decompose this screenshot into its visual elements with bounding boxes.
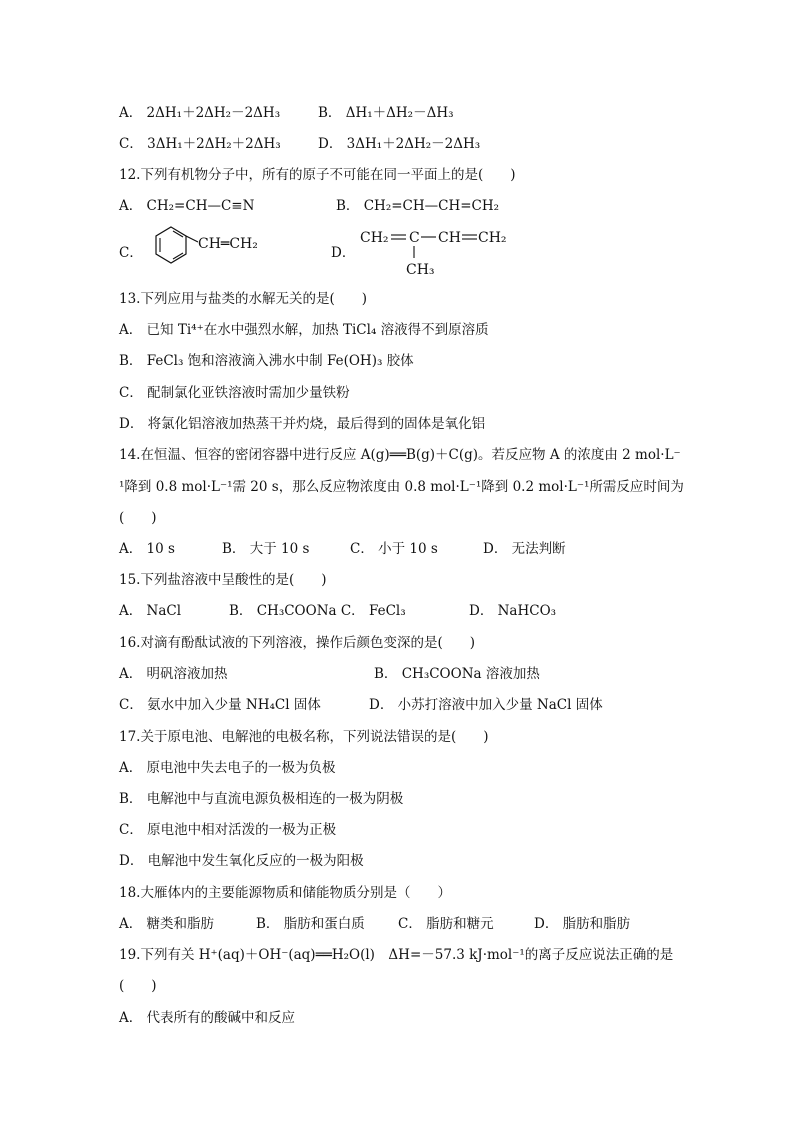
q13-option-d: D． 将氯化铝溶液加热蒸干并灼烧，最后得到的固体是氧化铝 (119, 416, 486, 432)
isoprene-ch2-left: CH₂ (360, 230, 389, 246)
q14-stem-line3: ( ) (119, 510, 157, 526)
q15-option-d: D． NaHCO₃ (469, 603, 557, 619)
q17-option-a: A． 原电池中失去电子的一极为负极 (119, 760, 336, 776)
isoprene-ch3: CH₃ (406, 262, 435, 278)
q16-stem: 16.对滴有酚酞试液的下列溶液，操作后颜色变深的是( ) (119, 635, 476, 651)
styrene-group-label: CH═CH₂ (198, 236, 258, 252)
q13-option-b: B． FeCl₃ 饱和溶液滴入沸水中制 Fe(OH)₃ 胶体 (119, 353, 414, 369)
q17-option-b: B． 电解池中与直流电源负极相连的一极为阴极 (119, 791, 404, 807)
q11-option-a: A． 2ΔH₁＋2ΔH₂－2ΔH₃ (119, 105, 281, 121)
q19-stem-line1: 19.下列有关 H⁺(aq)＋OH⁻(aq)══H₂O(l) ΔH=－57.3 kJ·mol⁻¹的离子反应说法正确的是 (119, 947, 674, 963)
isoprene-ch2-right: CH₂ (478, 230, 507, 246)
q18-option-a: A． 糖类和脂肪 (119, 916, 215, 932)
q18-option-c: C． 脂肪和糖元 (398, 916, 494, 932)
q11-option-b: B． ΔH₁＋ΔH₂－ΔH₃ (318, 105, 454, 121)
isoprene-c: C (409, 230, 420, 246)
isoprene-structure-icon (358, 224, 518, 280)
q15-option-a: A． NaCl (119, 603, 182, 619)
q18-option-d: D． 脂肪和脂肪 (534, 916, 631, 932)
q11-option-c: C． 3ΔH₁＋2ΔH₂＋2ΔH₃ (119, 136, 281, 152)
q19-stem-line2: ( ) (119, 978, 157, 994)
q14-option-c: C． 小于 10 s (350, 541, 438, 557)
q15-stem: 15.下列盐溶液中呈酸性的是( ) (119, 572, 327, 588)
q13-stem: 13.下列应用与盐类的水解无关的是( ) (119, 291, 368, 307)
q19-option-a: A． 代表所有的酸碱中和反应 (119, 1010, 296, 1026)
q14-stem-line2: ¹降到 0.8 mol·L⁻¹需 20 s，那么反应物浓度由 0.8 mol·L⁻¹降到 0.2 mol·L⁻¹所需反应时间为 (119, 479, 684, 495)
q14-option-d: D． 无法判断 (483, 541, 566, 557)
q12-stem: 12.下列有机物分子中，所有的原子不可能在同一平面上的是( ) (119, 167, 516, 183)
q11-option-d: D． 3ΔH₁＋2ΔH₂－2ΔH₃ (318, 136, 481, 152)
q12-option-b: B． CH₂=CH—CH=CH₂ (336, 198, 500, 214)
q15-option-bc: B． CH₃COONa C． FeCl₃ (229, 603, 406, 619)
q14-stem-line1: 14.在恒温、恒容的密闭容器中进行反应 A(g)══B(g)＋C(g)。若反应物 A 的浓度由 2 mol·L⁻ (119, 447, 681, 463)
q16-option-d: D． 小苏打溶液中加入少量 NaCl 固体 (369, 697, 603, 713)
q17-option-d: D． 电解池中发生氧化反应的一极为阳极 (119, 853, 364, 869)
q16-option-c: C． 氨水中加入少量 NH₄Cl 固体 (119, 697, 321, 713)
q16-option-b: B． CH₃COONa 溶液加热 (374, 666, 540, 682)
q17-option-c: C． 原电池中相对活泼的一极为正极 (119, 822, 337, 838)
q14-option-a: A． 10 s (119, 541, 175, 557)
isoprene-ch: CH (438, 230, 461, 246)
q18-option-b: B． 脂肪和蛋白质 (256, 916, 365, 932)
styrene-structure-icon (140, 220, 290, 276)
q16-option-a: A． 明矾溶液加热 (119, 666, 228, 682)
q14-option-b: B． 大于 10 s (222, 541, 310, 557)
q13-option-c: C． 配制氯化亚铁溶液时需加少量铁粉 (119, 385, 350, 401)
q12-option-a: A． CH₂=CH—C≡N (119, 198, 255, 214)
q17-stem: 17.关于原电池、电解池的电极名称，下列说法错误的是( ) (119, 729, 489, 745)
q12-option-d-label: D． (331, 245, 356, 261)
q12-option-c-label: C． (119, 245, 143, 261)
q18-stem: 18.大雁体内的主要能源物质和储能物质分别是（ ） (119, 885, 451, 901)
q13-option-a: A． 已知 Ti⁴⁺在水中强烈水解，加热 TiCl₄ 溶液得不到原溶质 (119, 322, 489, 338)
